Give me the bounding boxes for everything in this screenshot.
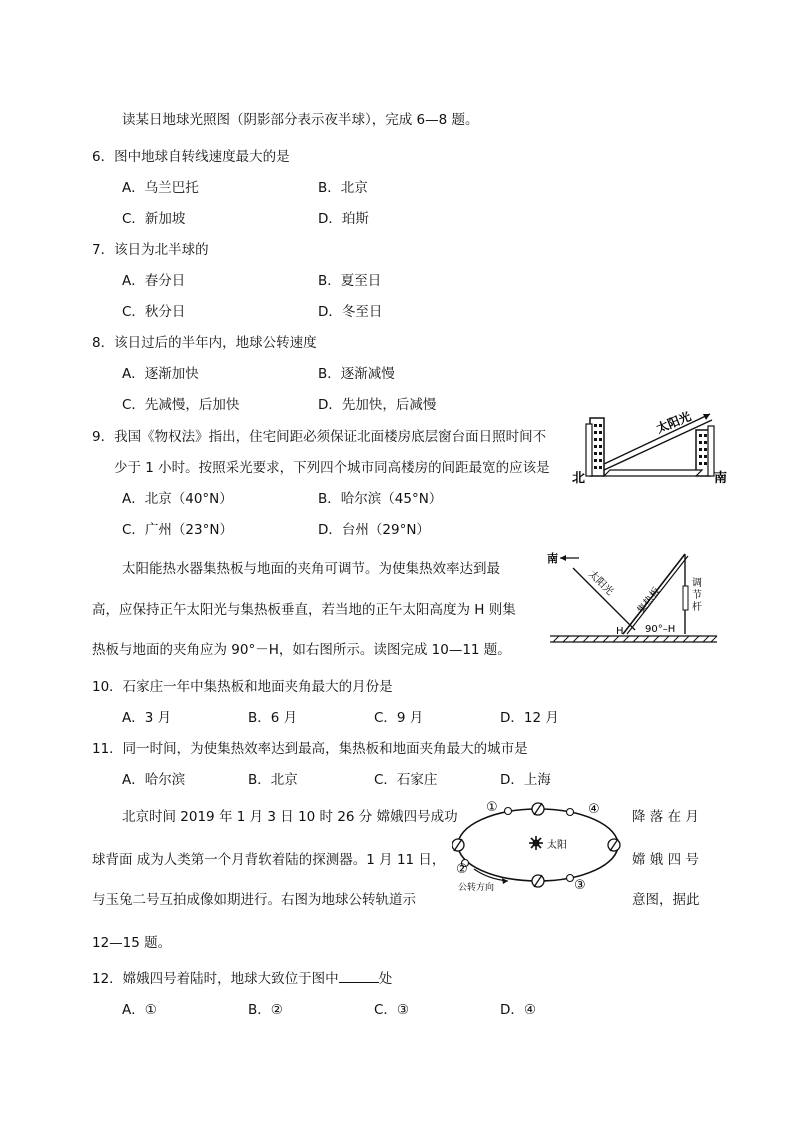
q9-option-a: A．北京（40°N） [122, 491, 233, 507]
intro-12-15-right3: 意图，据此 [632, 892, 700, 908]
q6-option-d: D．珀斯 [318, 211, 369, 227]
fig12-p4: ④ [588, 802, 600, 817]
fig12-p3: ③ [574, 878, 586, 893]
question-8-stem: 8．该日过后的半年内，地球公转速度 [92, 335, 317, 351]
q10-option-c: C．9 月 [374, 710, 424, 726]
fig10-angle-label: 90°–H [645, 624, 676, 635]
q7-option-d: D．冬至日 [318, 304, 383, 320]
fig12-sun-label: 太阳 [547, 840, 567, 851]
q7-option-b: B．夏至日 [318, 273, 382, 289]
fig12-p1: ① [486, 800, 498, 815]
question-7-stem: 7．该日为北半球的 [92, 242, 209, 258]
fig10-south-label: 南 [547, 552, 558, 565]
question-6-stem: 6．图中地球自转线速度最大的是 [92, 149, 290, 165]
answer-blank[interactable] [339, 970, 379, 983]
q11-option-d: D．上海 [500, 772, 551, 788]
q7-option-c: C．秋分日 [122, 304, 186, 320]
q8-option-b: B．逐渐减慢 [318, 366, 395, 382]
building-spacing-figure [570, 400, 730, 490]
question-11-stem: 11．同一时间，为使集热效率达到最高，集热板和地面夹角最大的城市是 [92, 741, 528, 757]
intro-12-15-right1: 降 落 在 月 [632, 809, 699, 825]
intro-10-11-line1: 太阳能热水器集热板与地面的夹角可调节。为使集热效率达到最 [122, 561, 500, 577]
intro-6-8: 读某日地球光照图（阴影部分表示夜半球），完成 6—8 题。 [122, 112, 479, 128]
q12-option-c: C．③ [374, 1002, 410, 1018]
question-12-stem-tail: 处 [378, 971, 393, 987]
intro-12-15-left2: 球背面 成为人类第一个月背软着陆的探测器。1 月 11 日， [92, 852, 446, 868]
rod-char-3: 杆 [692, 602, 702, 613]
fig12-p2: ② [456, 862, 468, 877]
intro-12-15-line4: 12—15 题。 [92, 935, 172, 951]
q9-option-b: B．哈尔滨（45°N） [318, 491, 443, 507]
fig10-h-label: H [616, 626, 624, 637]
q11-option-b: B．北京 [248, 772, 298, 788]
fig10-rod-label [692, 577, 702, 613]
q8-option-d: D．先加快，后减慢 [318, 397, 437, 413]
rod-char-1: 调 [692, 578, 702, 589]
q11-option-a: A．哈尔滨 [122, 772, 186, 788]
intro-10-11-line2: 高，应保持正午太阳光与集热板垂直，若当地的正午太阳高度为 H 则集 [92, 602, 516, 618]
q8-option-c: C．先减慢，后加快 [122, 397, 240, 413]
q9-option-c: C．广州（23°N） [122, 522, 233, 538]
q11-option-c: C．石家庄 [374, 772, 438, 788]
sun-icon [529, 836, 543, 850]
q10-option-a: A．3 月 [122, 710, 172, 726]
q6-option-c: C．新加坡 [122, 211, 186, 227]
question-10-stem: 10．石家庄一年中集热板和地面夹角最大的月份是 [92, 679, 393, 695]
intro-10-11-line3: 热板与地面的夹角应为 90°－H，如右图所示。读图完成 10—11 题。 [92, 642, 511, 658]
fig10-sunlight-label: 太阳光 [586, 568, 616, 598]
question-9-stem-line2: 少于 1 小时。按照采光要求，下列四个城市同高楼房的间距最宽的应该是 [114, 460, 550, 476]
q12-option-a: A．① [122, 1002, 157, 1018]
intro-12-15-right2: 嫦 娥 四 号 [632, 852, 699, 868]
fig9-north-label: 北 [572, 471, 586, 486]
q10-option-d: D．12 月 [500, 710, 559, 726]
question-12-stem-text: 12．嫦娥四号着陆时，地球大致位于图中 [92, 971, 339, 987]
q12-option-d: D．④ [500, 1002, 536, 1018]
fig9-south-label: 南 [714, 471, 728, 486]
question-12-stem [92, 967, 392, 987]
fig9-sunlight-label: 太阳光 [654, 409, 694, 436]
fig10-panel-label: 集热板 [635, 585, 663, 617]
rod-char-2: 节 [692, 590, 702, 601]
q12-option-b: B．② [248, 1002, 283, 1018]
solar-panel-figure [545, 548, 720, 653]
q6-option-b: B．北京 [318, 180, 368, 196]
q8-option-a: A．逐渐加快 [122, 366, 199, 382]
intro-12-15-left1: 北京时间 2019 年 1 月 3 日 10 时 26 分 嫦娥四号成功 [122, 809, 458, 825]
fig12-direction-label: 公转方向 [458, 883, 495, 893]
q10-option-b: B．6 月 [248, 710, 298, 726]
earth-orbit-figure [452, 795, 624, 895]
q7-option-a: A．春分日 [122, 273, 186, 289]
q9-option-d: D．台州（29°N） [318, 522, 430, 538]
question-9-stem-line1: 9．我国《物权法》指出，住宅间距必须保证北面楼房底层窗台面日照时间不 [92, 429, 547, 445]
q6-option-a: A．乌兰巴托 [122, 180, 199, 196]
intro-12-15-left3: 与玉兔二号互拍成像如期进行。右图为地球公转轨道示 [92, 892, 416, 908]
